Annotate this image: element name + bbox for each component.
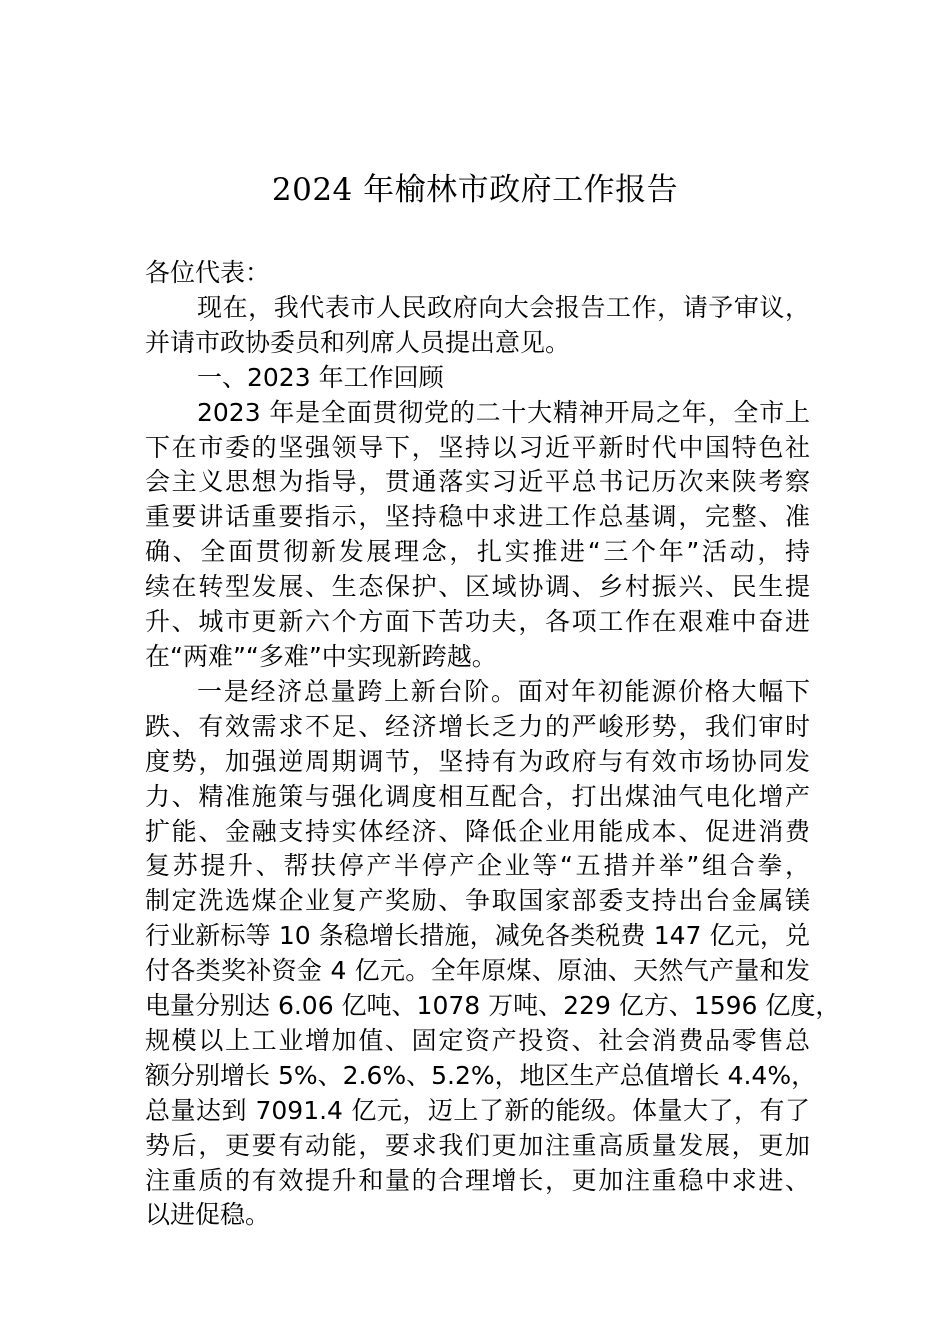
paragraph-line: 以进促稳。: [145, 1200, 271, 1230]
paragraph-line: 重要讲话重要指示，坚持稳中求进工作总基调，完整、准: [145, 502, 810, 532]
paragraph-line: 下在市委的坚强领导下，坚持以习近平新时代中国特色社: [145, 432, 810, 462]
paragraph-line: 2023 年是全面贯彻党的二十大精神开局之年，全市上: [197, 397, 810, 427]
paragraph-line: 复苏提升、帮扶停产半停产企业等“五措并举”组合拳，: [145, 851, 810, 881]
paragraph-line: 制定洗选煤企业复产奖励、争取国家部委支持出台金属镁: [145, 886, 810, 916]
paragraph-line: 续在转型发展、生态保护、区域协调、乡村振兴、民生提: [145, 572, 810, 602]
paragraph-line: 总量达到 7091.4 亿元，迈上了新的能级。体量大了，有了: [145, 1095, 810, 1125]
paragraph-line: 度势，加强逆周期调节，坚持有为政府与有效市场协同发: [145, 746, 810, 776]
paragraph-line: 力、精准施策与强化调度相互配合，打出煤油气电化增产: [145, 781, 810, 811]
paragraph-line: 一是经济总量跨上新台阶。面对年初能源价格大幅下: [197, 676, 810, 706]
paragraph-line: 势后，更要有动能，要求我们更加注重高质量发展，更加: [145, 1130, 810, 1160]
paragraph-line: 付各类奖补资金 4 亿元。全年原煤、原油、天然气产量和发: [145, 956, 810, 986]
section-heading: 一、2023 年工作回顾: [197, 362, 444, 392]
salutation: 各位代表：: [145, 258, 271, 287]
paragraph-line: 升、城市更新六个方面下苦功夫，各项工作在艰难中奋进: [145, 607, 810, 637]
document-title: 2024 年榆林市政府工作报告: [271, 172, 679, 208]
paragraph-line: 注重质的有效提升和量的合理增长，更加注重稳中求进、: [145, 1165, 810, 1195]
paragraph-line: 行业新标等 10 条稳增长措施，减免各类税费 147 亿元，兑: [145, 921, 810, 951]
paragraph-line: 规模以上工业增加值、固定资产投资、社会消费品零售总: [145, 1025, 810, 1055]
paragraph-line: 扩能、金融支持实体经济、降低企业用能成本、促进消费: [145, 816, 810, 846]
paragraph-line: 额分别增长 5%、2.6%、5.2%，地区生产总值增长 4.4%，: [145, 1060, 817, 1090]
paragraph-line: 会主义思想为指导，贯通落实习近平总书记历次来陕考察: [145, 467, 810, 497]
paragraph-line: 现在，我代表市人民政府向大会报告工作，请予审议，: [197, 292, 810, 322]
document-body: [145, 256, 841, 1233]
paragraph-line: 电量分别达 6.06 亿吨、1078 万吨、229 亿方、1596 亿度，: [145, 991, 841, 1021]
paragraph-line: 跌、有效需求不足、经济增长乏力的严峻形势，我们审时: [145, 711, 810, 741]
paragraph-line: 确、全面贯彻新发展理念，扎实推进“三个年”活动，持: [145, 537, 810, 567]
paragraph-line: 并请市政协委员和列席人员提出意见。: [145, 327, 571, 357]
paragraph-line: 在“两难”“多难”中实现新跨越。: [145, 641, 497, 671]
